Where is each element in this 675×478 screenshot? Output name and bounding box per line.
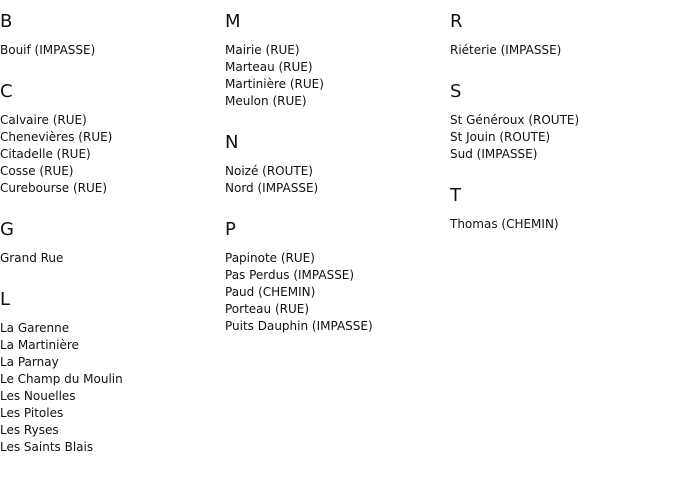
letter-group-l xyxy=(0,290,220,456)
street-list xyxy=(0,250,220,267)
street-item: St Généroux (ROUTE) xyxy=(450,113,580,127)
street-item: La Parnay xyxy=(0,355,59,369)
street-list xyxy=(0,112,220,197)
street-item: Pas Perdus (IMPASSE) xyxy=(225,268,355,282)
street-item: La Martinière xyxy=(0,338,79,352)
street-item: Les Nouelles xyxy=(0,389,76,403)
street-item: Marteau (RUE) xyxy=(225,60,313,74)
street-item: Calvaire (RUE) xyxy=(0,113,87,127)
letter-heading: S xyxy=(450,81,462,102)
street-index-column-1 xyxy=(0,12,220,456)
letter-heading: B xyxy=(0,11,13,32)
street-item: Paud (CHEMIN) xyxy=(225,285,316,299)
street-item: Sud (IMPASSE) xyxy=(450,147,538,161)
street-index-column-3 xyxy=(450,12,670,233)
letter-group-s xyxy=(450,82,670,163)
letter-heading: L xyxy=(0,289,11,310)
street-list xyxy=(450,216,670,233)
street-list xyxy=(450,42,670,59)
street-item: Curebourse (RUE) xyxy=(0,181,108,195)
street-item: Les Saints Blais xyxy=(0,440,94,454)
street-list xyxy=(0,320,220,456)
letter-group-r xyxy=(450,12,670,59)
street-list xyxy=(450,112,670,163)
letter-heading: M xyxy=(225,11,241,32)
street-item: Chenevières (RUE) xyxy=(0,130,113,144)
letter-group-c xyxy=(0,82,220,197)
street-item: Papinote (RUE) xyxy=(225,251,315,265)
street-item: Bouif (IMPASSE) xyxy=(0,43,96,57)
letter-heading: C xyxy=(0,81,13,102)
letter-heading: R xyxy=(450,11,463,32)
street-list xyxy=(225,250,445,335)
street-item: Mairie (RUE) xyxy=(225,43,300,57)
street-item: Puits Dauphin (IMPASSE) xyxy=(225,319,373,333)
letter-heading: N xyxy=(225,132,239,153)
street-item: Grand Rue xyxy=(0,251,64,265)
street-item: Les Pitoles xyxy=(0,406,64,420)
street-list xyxy=(225,42,445,110)
street-item: Riéterie (IMPASSE) xyxy=(450,43,562,57)
letter-group-m xyxy=(225,12,445,110)
street-item: Cosse (RUE) xyxy=(0,164,74,178)
street-item: Meulon (RUE) xyxy=(225,94,307,108)
street-item: Citadelle (RUE) xyxy=(0,147,91,161)
letter-group-b xyxy=(0,12,220,59)
street-item: Thomas (CHEMIN) xyxy=(450,217,559,231)
letter-heading: G xyxy=(0,219,14,240)
street-item: Le Champ du Moulin xyxy=(0,372,123,386)
street-item: Noizé (ROUTE) xyxy=(225,164,313,178)
street-item: St Jouin (ROUTE) xyxy=(450,130,551,144)
letter-heading: T xyxy=(450,185,461,206)
letter-group-t xyxy=(450,186,670,233)
street-list xyxy=(225,163,445,197)
street-item: La Garenne xyxy=(0,321,70,335)
street-item: Porteau (RUE) xyxy=(225,302,310,316)
street-item: Nord (IMPASSE) xyxy=(225,181,319,195)
letter-heading: P xyxy=(225,219,236,240)
letter-group-p xyxy=(225,220,445,335)
street-index-column-2 xyxy=(225,12,445,335)
street-item: Les Ryses xyxy=(0,423,59,437)
letter-group-g xyxy=(0,220,220,267)
letter-group-n xyxy=(225,133,445,197)
street-list xyxy=(0,42,220,59)
street-item: Martinière (RUE) xyxy=(225,77,324,91)
